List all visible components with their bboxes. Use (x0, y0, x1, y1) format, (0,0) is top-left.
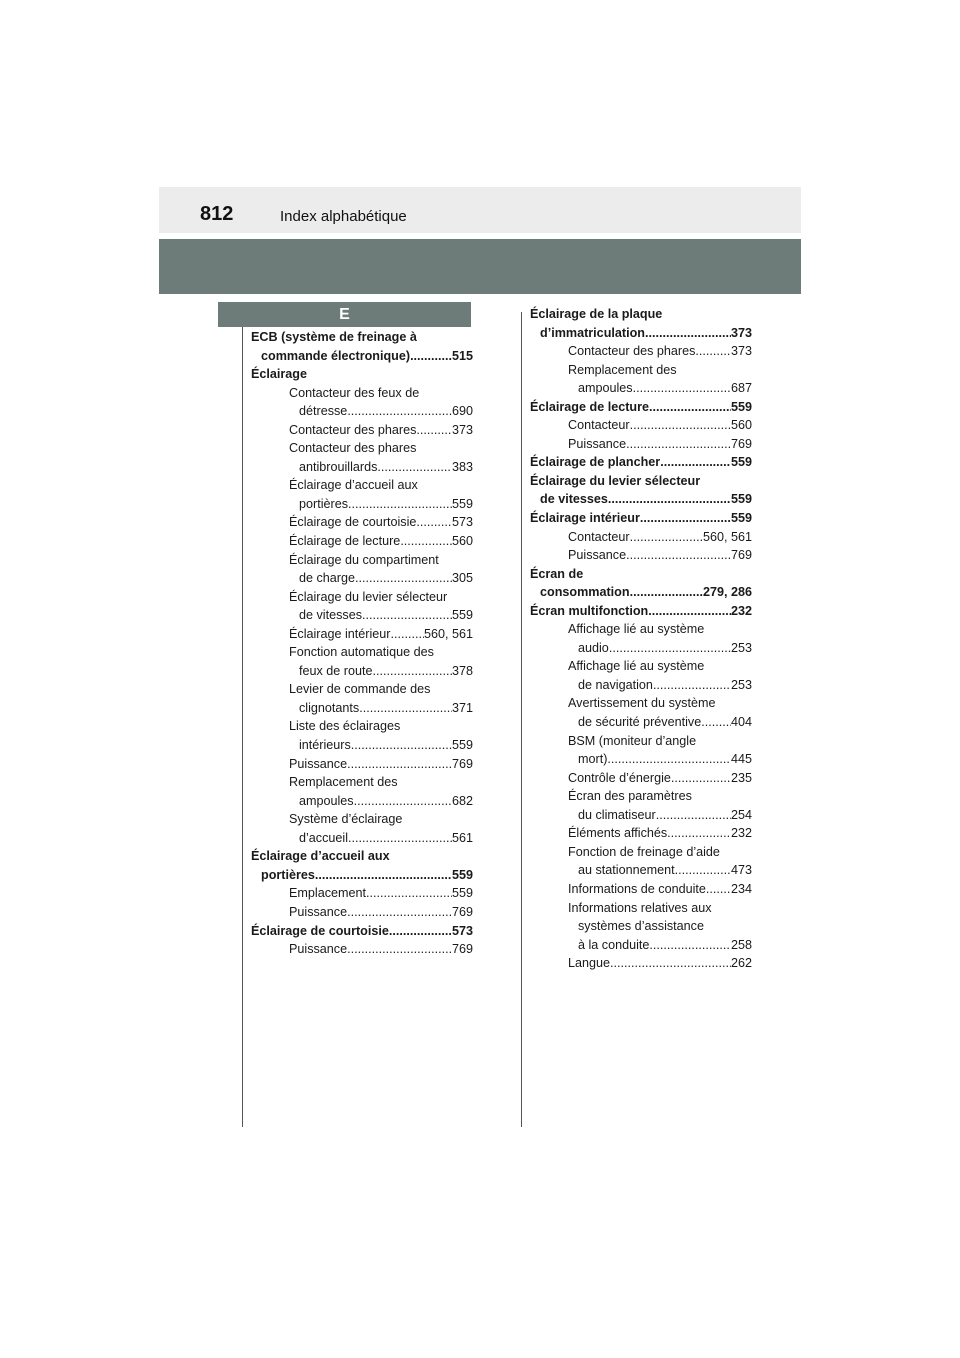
page-reference: 383 (451, 459, 473, 474)
entry-text: détresse (299, 404, 348, 419)
entry-text: Éclairage du levier sélecteur (530, 473, 701, 488)
leader-dots (366, 884, 452, 903)
page-reference: 232 (730, 603, 752, 618)
index-subentry (251, 940, 473, 959)
page-number: 812 (200, 203, 234, 225)
index-subentry (530, 620, 752, 657)
page-reference: 262 (730, 956, 752, 971)
leader-dots (362, 606, 452, 625)
index-subentry (530, 435, 752, 454)
page-reference: 235 (730, 770, 752, 785)
entry-text: Contacteur des phares (289, 441, 417, 456)
index-subentry (530, 954, 752, 973)
leader-dots (656, 806, 731, 825)
index-subentry (251, 588, 473, 625)
page-reference: 515 (451, 348, 473, 363)
index-entry (530, 398, 752, 417)
page-reference: 373 (730, 344, 752, 359)
index-subentry (251, 513, 473, 532)
leader-dots (391, 625, 424, 644)
entry-text: Éclairage du compartiment (289, 552, 439, 567)
entry-text: Puissance (289, 942, 348, 957)
index-subentry (530, 657, 752, 694)
leader-dots (640, 509, 731, 528)
entry-text: Système d’éclairage (289, 812, 403, 827)
index-entry (251, 328, 473, 365)
leader-dots (649, 398, 731, 417)
index-entry (251, 365, 473, 384)
page-reference: 234 (730, 881, 752, 896)
leader-dots (315, 866, 452, 885)
entry-text: d’accueil (299, 830, 349, 845)
right-column-rule (521, 312, 522, 1127)
page-reference: 258 (730, 937, 752, 952)
entry-text: Informations relatives aux (568, 900, 712, 915)
leader-dots (347, 903, 452, 922)
entry-text: ampoules (578, 381, 633, 396)
entry-text: Contacteur des feux de (289, 385, 420, 400)
leader-dots (373, 662, 452, 681)
page-title: Index alphabétique (280, 208, 407, 225)
page-reference: 573 (451, 923, 473, 938)
entry-text: Éclairage de lecture (530, 399, 650, 414)
leader-dots (630, 416, 731, 435)
leader-dots (347, 940, 452, 959)
leader-dots (347, 755, 452, 774)
entry-text: Puissance (568, 548, 627, 563)
page-reference: 473 (730, 863, 752, 878)
entry-text: clignotants (299, 700, 360, 715)
entry-text: du climatiseur (578, 807, 656, 822)
entry-text: Avertissement du système (568, 696, 716, 711)
entry-text: Éclairage d’accueil aux (251, 849, 390, 864)
entry-text: Remplacement des (568, 362, 677, 377)
leader-dots (610, 954, 731, 973)
entry-text: Éclairage intérieur (530, 511, 640, 526)
entry-text: Fonction de freinage d’aide (568, 844, 720, 859)
index-subentry (530, 546, 752, 565)
index-subentry (251, 903, 473, 922)
page-reference: 559 (451, 738, 473, 753)
leader-dots (410, 347, 452, 366)
page-reference: 371 (451, 700, 473, 715)
entry-text: Éclairage de la plaque (530, 307, 663, 321)
page-reference: 769 (451, 756, 473, 771)
section-letter-tab: E (218, 302, 471, 327)
entry-text: Éclairage (251, 367, 308, 382)
entry-text: mort) (578, 752, 608, 767)
index-column-left (251, 328, 473, 959)
page-reference: 305 (451, 571, 473, 586)
leader-dots (416, 421, 452, 440)
entry-text: intérieurs (299, 738, 351, 753)
page-reference: 373 (451, 422, 473, 437)
entry-text: systèmes d’assistance (578, 919, 704, 934)
entry-text: Levier de commande des (289, 682, 431, 697)
leader-dots (608, 490, 731, 509)
page-reference: 560, 561 (702, 529, 752, 544)
entry-text: à la conduite (578, 937, 650, 952)
page-reference: 769 (730, 436, 752, 451)
leader-dots (630, 583, 703, 602)
entry-text: Éclairage intérieur (289, 626, 391, 641)
entry-text: Écran des paramètres (568, 789, 692, 804)
entry-text: Écran multifonction (530, 603, 649, 618)
entry-text: Puissance (289, 904, 348, 919)
entry-text: portières (261, 867, 315, 882)
leader-dots (348, 495, 452, 514)
entry-text: Puissance (289, 756, 348, 771)
page-reference: 253 (730, 640, 752, 655)
leader-dots (653, 676, 731, 695)
section-band (159, 239, 801, 294)
leader-dots (389, 922, 452, 941)
entry-text: Éclairage de courtoisie (289, 515, 417, 530)
entry-text: Contacteur (568, 418, 630, 433)
page-reference: 560 (451, 534, 473, 549)
entry-text: feux de route (299, 663, 373, 678)
leader-dots (667, 824, 731, 843)
entry-text: Éclairage du levier sélecteur (289, 589, 448, 604)
entry-text: Contacteur des phares (568, 344, 696, 359)
page-reference: 561 (451, 830, 473, 845)
entry-text: BSM (moniteur d’angle (568, 733, 697, 748)
entry-text: consommation (540, 585, 630, 600)
page-reference: 445 (730, 752, 752, 767)
entry-text: Affichage lié au système (568, 622, 705, 637)
leader-dots (630, 528, 703, 547)
page-reference: 560, 561 (423, 626, 473, 641)
entry-text: d’immatriculation (540, 325, 645, 340)
page-reference: 378 (451, 663, 473, 678)
index-subentry (530, 361, 752, 398)
page-reference: 690 (451, 404, 473, 419)
index-entry (251, 847, 473, 884)
page-reference: 253 (730, 677, 752, 692)
index-subentry (251, 421, 473, 440)
leader-dots (355, 569, 452, 588)
index-subentry (530, 342, 752, 361)
entry-text: de navigation (578, 677, 653, 692)
page-reference: 769 (451, 904, 473, 919)
entry-text: Éclairage de courtoisie (251, 923, 389, 938)
page-reference: 559 (730, 455, 752, 470)
leader-dots (351, 736, 452, 755)
entry-text: Remplacement des (289, 775, 398, 790)
index-subentry (530, 528, 752, 547)
page-reference: 769 (451, 942, 473, 957)
entry-text: Écran de (530, 566, 584, 581)
page-reference: 279, 286 (702, 585, 752, 600)
leader-dots (626, 435, 731, 454)
leader-dots (645, 324, 731, 343)
entry-text: Contacteur des phares (289, 422, 417, 437)
index-subentry (251, 680, 473, 717)
page-reference: 559 (730, 511, 752, 526)
index-subentry (251, 773, 473, 810)
entry-text: de charge (299, 571, 356, 586)
index-subentry (251, 884, 473, 903)
index-subentry (530, 787, 752, 824)
page-reference: 254 (730, 807, 752, 822)
index-subentry (530, 824, 752, 843)
index-entry (530, 305, 752, 342)
entry-text: Éclairage d’accueil aux (289, 478, 418, 493)
index-subentry (530, 769, 752, 788)
page-reference: 559 (451, 886, 473, 901)
leader-dots (609, 639, 731, 658)
entry-text: Emplacement (289, 886, 366, 901)
index-subentry (530, 694, 752, 731)
header-bar (159, 187, 801, 233)
page-reference: 769 (730, 548, 752, 563)
index-subentry (251, 532, 473, 551)
left-column-rule (242, 327, 243, 1127)
index-entry (251, 922, 473, 941)
entry-text: Fonction automatique des (289, 645, 434, 660)
index-entry (530, 565, 752, 602)
index-subentry (251, 551, 473, 588)
page-reference: 559 (451, 867, 473, 882)
entry-text: Éléments affichés (568, 826, 668, 841)
leader-dots (607, 750, 731, 769)
entry-text: de sécurité préventive (578, 715, 702, 730)
leader-dots (695, 342, 731, 361)
leader-dots (347, 402, 452, 421)
entry-text: Éclairage de plancher (530, 455, 661, 470)
page-reference: 559 (451, 608, 473, 623)
leader-dots (649, 936, 731, 955)
entry-text: Affichage lié au système (568, 659, 705, 674)
index-subentry (251, 625, 473, 644)
leader-dots (359, 699, 452, 718)
page-reference: 559 (730, 492, 752, 507)
page-reference: 559 (451, 496, 473, 511)
index-subentry (530, 899, 752, 955)
leader-dots (354, 792, 452, 811)
entry-text: Puissance (568, 436, 627, 451)
index-subentry (530, 880, 752, 899)
entry-text: antibrouillards (299, 459, 378, 474)
index-subentry (251, 810, 473, 847)
entry-text: de vitesses (540, 492, 608, 507)
entry-text: ampoules (299, 793, 354, 808)
index-column-right (530, 305, 752, 973)
leader-dots (701, 713, 731, 732)
index-subentry (251, 755, 473, 774)
leader-dots (675, 861, 731, 880)
entry-text: de vitesses (299, 608, 362, 623)
page-reference: 687 (730, 381, 752, 396)
page-reference: 232 (730, 826, 752, 841)
index-entry (530, 509, 752, 528)
index-entry (530, 472, 752, 509)
leader-dots (348, 829, 452, 848)
leader-dots (377, 458, 452, 477)
index-entry (530, 602, 752, 621)
leader-dots (416, 513, 452, 532)
entry-text: commande électronique) (261, 348, 411, 363)
leader-dots (648, 602, 731, 621)
page-reference: 682 (451, 793, 473, 808)
index-subentry (251, 643, 473, 680)
page-reference: 560 (730, 418, 752, 433)
page-reference: 559 (730, 399, 752, 414)
index-subentry (251, 476, 473, 513)
index-subentry (530, 416, 752, 435)
leader-dots (633, 379, 731, 398)
entry-text: Langue (568, 956, 611, 971)
entry-text: ECB (système de freinage à (251, 330, 417, 344)
page-reference: 573 (451, 515, 473, 530)
index-subentry (251, 384, 473, 421)
entry-text: au stationnement (578, 863, 675, 878)
entry-text: portières (299, 496, 348, 511)
index-entry (530, 453, 752, 472)
index-subentry (530, 732, 752, 769)
index-subentry (251, 439, 473, 476)
entry-text: audio (578, 640, 609, 655)
index-subentry (530, 843, 752, 880)
leader-dots (660, 453, 731, 472)
entry-text: Contacteur (568, 529, 630, 544)
entry-text: Informations de conduite (568, 881, 706, 896)
leader-dots (671, 769, 731, 788)
entry-text: Éclairage de lecture (289, 534, 401, 549)
leader-dots (400, 532, 452, 551)
entry-text: Liste des éclairages (289, 719, 401, 734)
leader-dots (706, 880, 731, 899)
leader-dots (626, 546, 731, 565)
page-reference: 373 (730, 325, 752, 340)
index-subentry (251, 717, 473, 754)
entry-text: Contrôle d’énergie (568, 770, 671, 785)
page-reference: 404 (730, 715, 752, 730)
